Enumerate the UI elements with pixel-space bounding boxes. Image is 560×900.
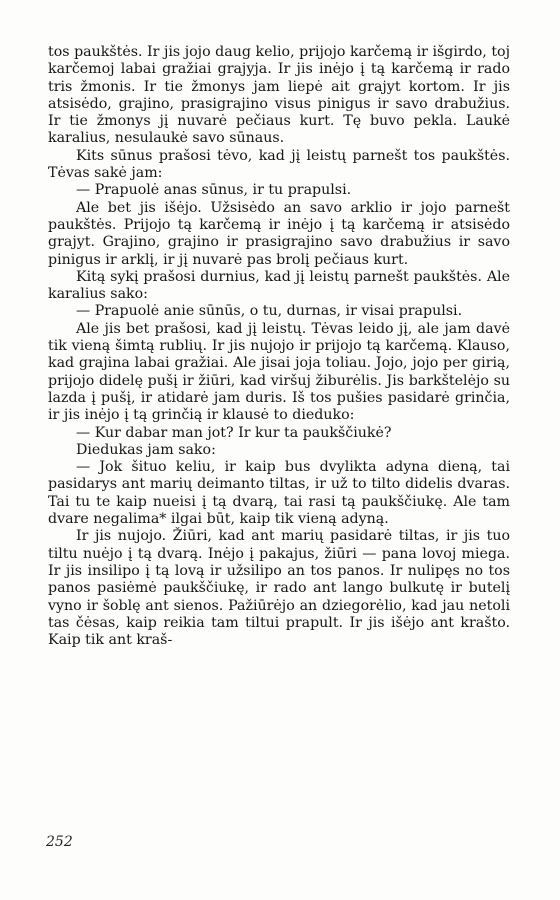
paragraph-3: — Prapuolė anas sūnus, ir tu prapulsi. xyxy=(76,182,352,199)
paragraph-5: Kitą sykį prašosi durnius, kad jį leistų parnešt paukštės. Ale karalius sako: xyxy=(48,268,510,303)
body-text xyxy=(48,44,510,649)
paragraph-4: Ale bet jis išėjo. Užsisėdo an savo arklio ir jojo parnešt paukštės. Prijojo tą karčemą ir inėjo į tą karčemą ir atsisėdo grajyt. Grajino, grajino ir prasigrajino savo drabužius ir savo pinigus ir arklį, ir jį nuvarė pas brolį pečiaus kurt. xyxy=(48,199,510,268)
paragraph-11: Ir jis nujojo. Žiūri, kad ant marių pasidarė tiltas, ir jis tuo tiltu nuėjo į tą dvarą. Inėjo į pakajus, žiūri — pana lovoj miega. Ir jis insilipo į tą lovą ir užsilipo an tos panos. Ir nulipęs no tos panos pasiėmė paukščiukę, ir rado ant lango bulkutę ir butelį vyno ir šoblę ant sienos. Pažiūrėjo an dziegorėlio, kad jau netoli tas čėsas, kaip reikia tam tiltui prapult. Ir jis išėjo ant krašto. Kaip tik ant kraš- xyxy=(48,528,510,649)
paragraph-1: tos paukštės. Ir jis jojo daug kelio, prijojo karčemą ir išgirdo, toj karčemoj labai gražiai grajyja. Ir jis inėjo į tą karčemą ir rado tris žmonis. Ir tie žmonys jam liepė ait grajyt kortom. Ir jis atsisėdo, grajino, prasigrajino visus pinigus ir savo drabužius. Ir tie žmonys jį nuvarė pečiaus kurt. Tę buvo pekla. Laukė karalius, nesulaukė savo sūnaus. xyxy=(48,44,510,147)
paragraph-10: — Jok šituo keliu, ir kaip bus dvylikta adyna dieną, tai pasidarys ant marių deimanto tiltas, ir už to tilto didelis dvaras. Tai tu te kaip nueisi į tą dvarą, tai rasi tą paukščiukę. Ale tam dvare negalima* ilgai būt, kaip tik vieną adyną. xyxy=(48,459,510,528)
paragraph-2: Kits sūnus prašosi tėvo, kad jį leistų parnešt tos paukštės. Tėvas sakė jam: xyxy=(48,147,510,182)
paragraph-6: — Prapuolė anie sūnūs, o tu, durnas, ir visai prapulsi. xyxy=(76,303,463,320)
paragraph-8: — Kur dabar man jot? Ir kur ta paukščiukė? xyxy=(76,424,392,441)
paragraph-7: Ale jis bet prašosi, kad jį leistų. Tėvas leido jį, ale jam davė tik vieną šimtą rublių. Ir jis nujojo ir prijojo tą karčemą. Klauso, kad grajina labai gražiai. Ale jisai joja toliau. Jojo, jojo per girią, prijojo didelę pušį ir žiūri, kad viršuj žiburėlis. Jis barkštelėjo su lazda į pušį, ir atidarė jam duris. Iš tos pušies pasidarė grinčia, ir jis inėjo į tą grinčią ir klausė to dieduko: xyxy=(48,320,510,424)
page-number: 252 xyxy=(46,834,73,850)
paragraph-9: Diedukas jam sako: xyxy=(76,441,216,458)
